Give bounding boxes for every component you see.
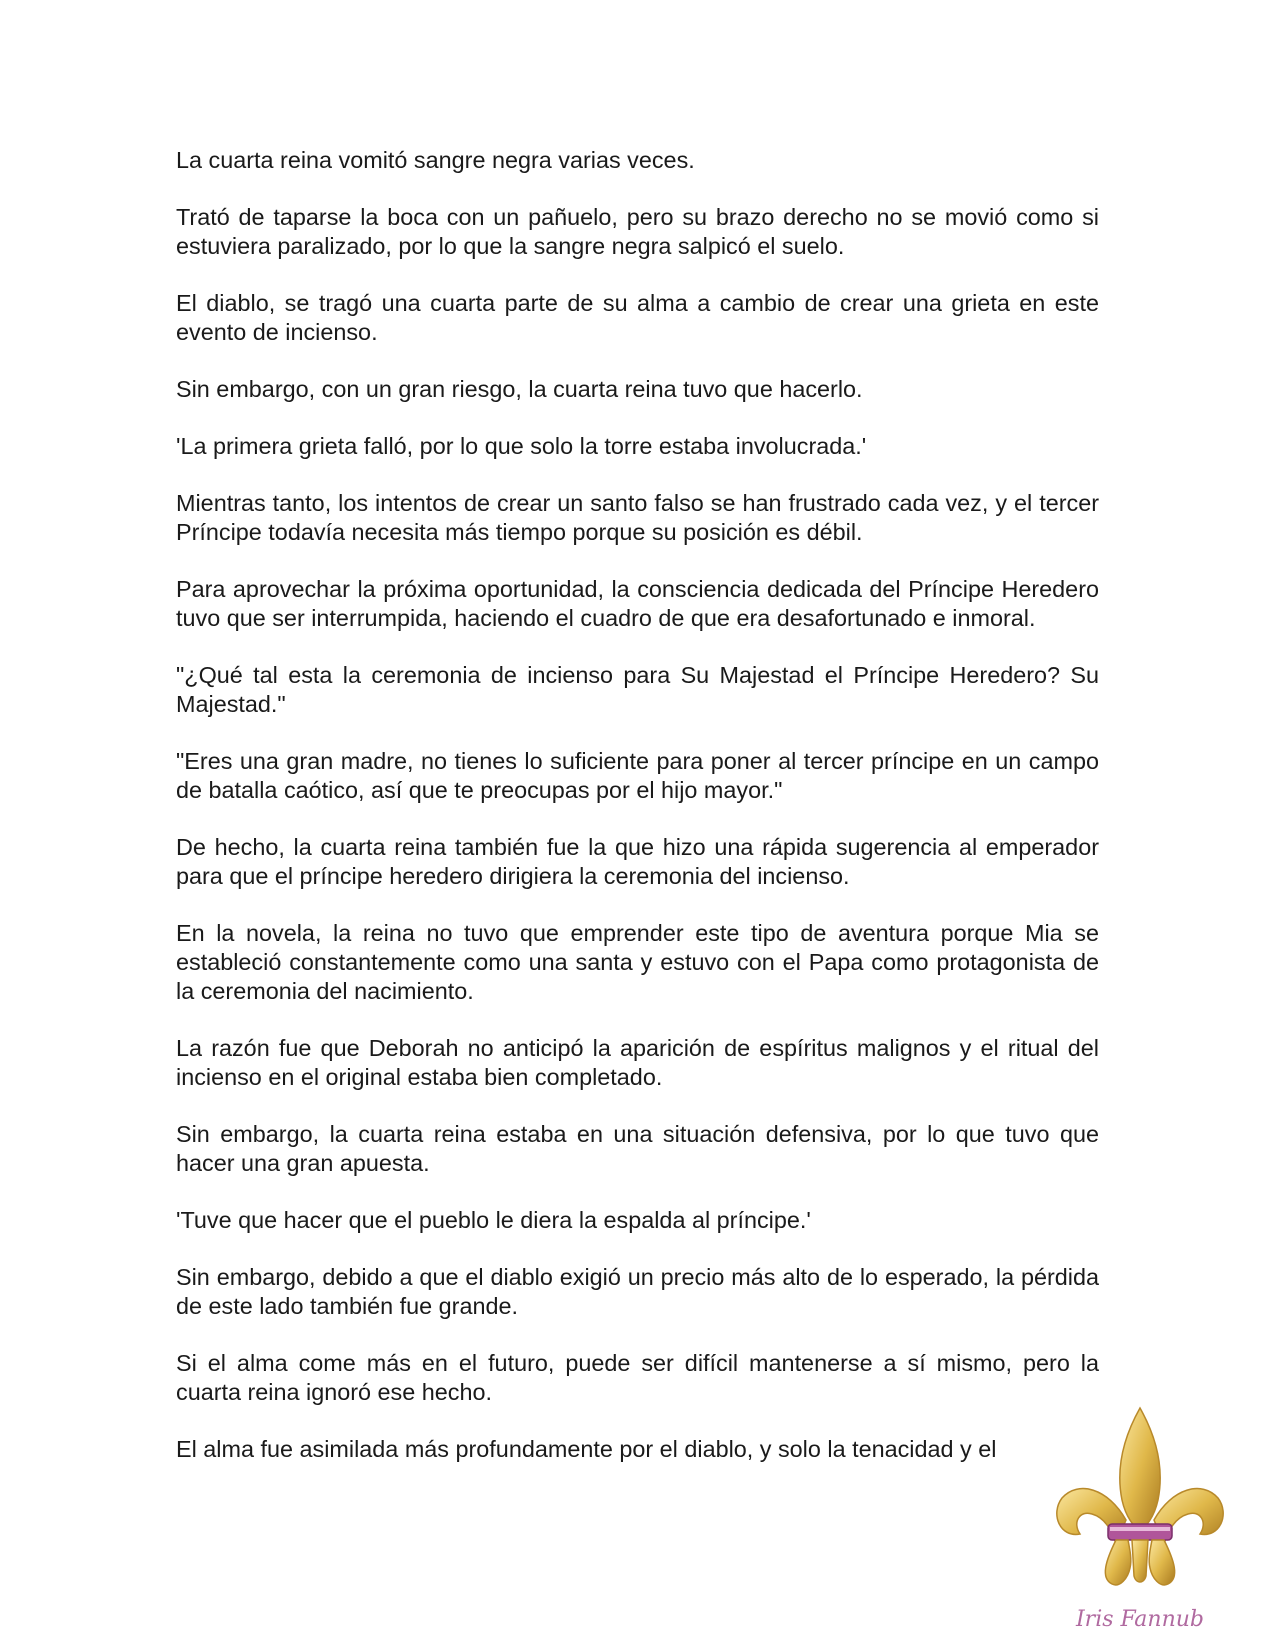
paragraph: El diablo, se tragó una cuarta parte de su alma a cambio de crear una grieta en este evento de incienso. [176, 290, 1099, 345]
paragraph: La razón fue que Deborah no anticipó la aparición de espíritus malignos y el ritual del incienso en el original estaba bien completado. [176, 1035, 1099, 1090]
paragraph: Mientras tanto, los intentos de crear un santo falso se han frustrado cada vez, y el tercer Príncipe todavía necesita más tiempo porque su posición es débil. [176, 490, 1099, 545]
paragraph: 'Tuve que hacer que el pueblo le diera la espalda al príncipe.' [176, 1207, 811, 1233]
paragraph: "Eres una gran madre, no tienes lo suficiente para poner al tercer príncipe en un campo de batalla caótico, así que te preocupas por el hijo mayor." [176, 748, 1099, 803]
paragraph: Para aprovechar la próxima oportunidad, la consciencia dedicada del Príncipe Heredero tuvo que ser interrumpida, haciendo el cuadro de que era desafortunado e inmoral. [176, 576, 1099, 631]
paragraph: "¿Qué tal esta la ceremonia de incienso para Su Majestad el Príncipe Heredero? Su Majestad." [176, 662, 1099, 717]
watermark-logo [1050, 1400, 1230, 1640]
fleur-de-lis-icon [1050, 1400, 1230, 1640]
paragraph: En la novela, la reina no tuvo que emprender este tipo de aventura porque Mia se estableció constantemente como una santa y estuvo con el Papa como protagonista de la ceremonia del nacimiento. [176, 920, 1099, 1004]
paragraph: El alma fue asimilada más profundamente por el diablo, y solo la tenacidad y el [176, 1436, 997, 1462]
paragraph: De hecho, la cuarta reina también fue la que hizo una rápida sugerencia al emperador para que el príncipe heredero dirigiera la ceremonia del incienso. [176, 834, 1099, 889]
watermark-signature: Iris Fannub [1075, 1607, 1205, 1632]
document-body [176, 146, 1099, 1464]
paragraph: Trató de taparse la boca con un pañuelo, pero su brazo derecho no se movió como si estuviera paralizado, por lo que la sangre negra salpicó el suelo. [176, 204, 1099, 259]
paragraph: 'La primera grieta falló, por lo que solo la torre estaba involucrada.' [176, 433, 867, 459]
paragraph: Sin embargo, debido a que el diablo exigió un precio más alto de lo esperado, la pérdida de este lado también fue grande. [176, 1264, 1099, 1319]
paragraph: Si el alma come más en el futuro, puede ser difícil mantenerse a sí mismo, pero la cuarta reina ignoró ese hecho. [176, 1350, 1099, 1405]
paragraph: La cuarta reina vomitó sangre negra varias veces. [176, 147, 695, 173]
paragraph: Sin embargo, la cuarta reina estaba en una situación defensiva, por lo que tuvo que hacer una gran apuesta. [176, 1121, 1099, 1176]
paragraph: Sin embargo, con un gran riesgo, la cuarta reina tuvo que hacerlo. [176, 376, 863, 402]
